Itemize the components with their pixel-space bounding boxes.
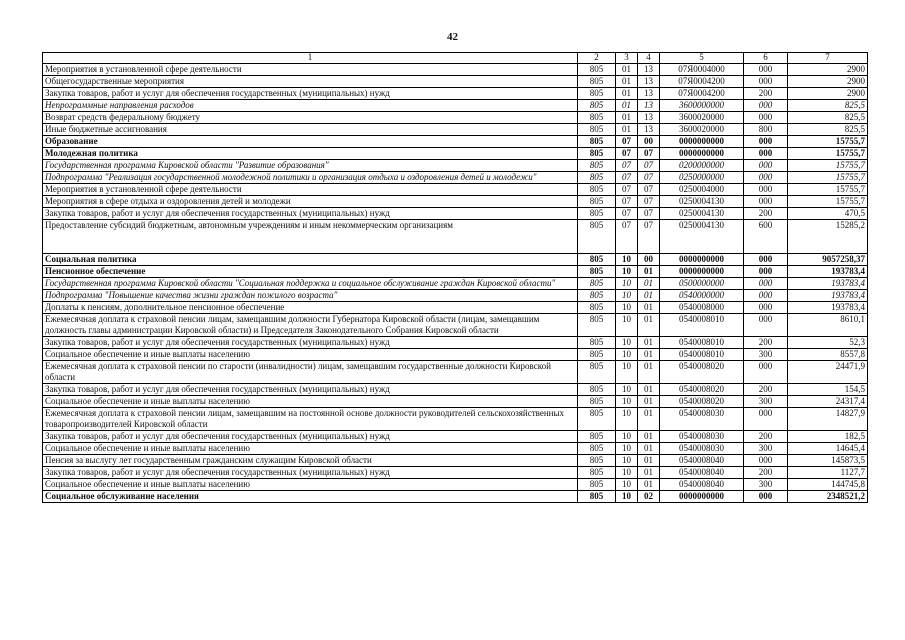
table-row <box>43 431 868 443</box>
row-target-cell: 0540008030 <box>660 408 744 431</box>
row-name-cell: Социальное обеспечение и иные выплаты населению <box>43 443 578 455</box>
row-amount-cell: 2900 <box>788 76 868 88</box>
row-type-cell: 000 <box>744 254 788 266</box>
table-row <box>43 208 868 220</box>
row-type-cell: 000 <box>744 491 788 503</box>
row-name-cell: Ежемесячная доплата к страховой пенсии лицам, замещавшим на постоянной основе должности руководителей сельскохозяйственных товаропроизводителей Кировской области <box>43 408 578 431</box>
row-code-cell: 805 <box>578 384 616 396</box>
row-name-cell: Государственная программа Кировской области "Развитие образования" <box>43 160 578 172</box>
row-target-cell: 0540008010 <box>660 337 744 349</box>
table-row <box>43 196 868 208</box>
row-target-cell: 0250004130 <box>660 208 744 220</box>
row-subsection-cell: 01 <box>638 408 660 431</box>
row-type-cell: 000 <box>744 302 788 314</box>
row-section-cell: 10 <box>616 491 638 503</box>
row-name-cell: Закупка товаров, работ и услуг для обеспечения государственных (муниципальных) нужд <box>43 337 578 349</box>
row-target-cell: 0540008020 <box>660 361 744 384</box>
row-subsection-cell: 07 <box>638 184 660 196</box>
row-code-cell: 805 <box>578 160 616 172</box>
row-type-cell: 200 <box>744 384 788 396</box>
row-name-cell: Подпрограмма "Повышение качества жизни граждан пожилого возраста" <box>43 290 578 302</box>
table-row <box>43 220 868 254</box>
row-name-cell: Мероприятия в сфере отдыха и оздоровления детей и молодежи <box>43 196 578 208</box>
table-row <box>43 408 868 431</box>
row-amount-cell: 15755,7 <box>788 172 868 184</box>
row-code-cell: 805 <box>578 479 616 491</box>
row-subsection-cell: 01 <box>638 443 660 455</box>
header-cell: 6 <box>744 53 788 64</box>
row-target-cell: 0540008020 <box>660 384 744 396</box>
row-code-cell: 805 <box>578 254 616 266</box>
row-amount-cell: 145873,5 <box>788 455 868 467</box>
row-type-cell: 000 <box>744 112 788 124</box>
table-row <box>43 184 868 196</box>
header-cell: 4 <box>638 53 660 64</box>
row-name-cell: Мероприятия в установленной сфере деятельности <box>43 64 578 76</box>
row-subsection-cell: 13 <box>638 100 660 112</box>
row-code-cell: 805 <box>578 337 616 349</box>
row-name-cell: Молодежная политика <box>43 148 578 160</box>
row-target-cell: 0250004130 <box>660 220 744 254</box>
row-code-cell: 805 <box>578 184 616 196</box>
row-subsection-cell: 01 <box>638 396 660 408</box>
row-name-cell: Мероприятия в установленной сфере деятельности <box>43 184 578 196</box>
row-target-cell: 0500000000 <box>660 278 744 290</box>
row-section-cell: 10 <box>616 467 638 479</box>
header-cell: 7 <box>788 53 868 64</box>
row-name-cell: Подпрограмма "Реализация государственной молодежной политики и организация отдыха и оздоровления детей и молодежи" <box>43 172 578 184</box>
row-target-cell: 0540008030 <box>660 443 744 455</box>
row-target-cell: 0540008020 <box>660 396 744 408</box>
row-name-cell: Пенсия за выслугу лет государственным гражданским служащим Кировской области <box>43 455 578 467</box>
row-code-cell: 805 <box>578 88 616 100</box>
table-row <box>43 124 868 136</box>
row-name-cell: Закупка товаров, работ и услуг для обеспечения государственных (муниципальных) нужд <box>43 431 578 443</box>
row-name-cell: Образование <box>43 136 578 148</box>
row-section-cell: 10 <box>616 314 638 337</box>
table-row <box>43 254 868 266</box>
row-code-cell: 805 <box>578 349 616 361</box>
row-amount-cell: 1127,7 <box>788 467 868 479</box>
row-amount-cell: 14827,9 <box>788 408 868 431</box>
row-subsection-cell: 01 <box>638 455 660 467</box>
row-code-cell: 805 <box>578 467 616 479</box>
table-row <box>43 467 868 479</box>
row-section-cell: 01 <box>616 88 638 100</box>
row-subsection-cell: 01 <box>638 479 660 491</box>
row-section-cell: 10 <box>616 361 638 384</box>
row-section-cell: 07 <box>616 160 638 172</box>
row-section-cell: 10 <box>616 254 638 266</box>
row-code-cell: 805 <box>578 278 616 290</box>
row-section-cell: 10 <box>616 302 638 314</box>
row-section-cell: 07 <box>616 184 638 196</box>
table-row <box>43 76 868 88</box>
page-number: 42 <box>447 31 458 43</box>
row-target-cell: 0540008040 <box>660 479 744 491</box>
row-target-cell: 0000000000 <box>660 266 744 278</box>
table-row <box>43 148 868 160</box>
row-target-cell: 0540008030 <box>660 431 744 443</box>
row-subsection-cell: 01 <box>638 302 660 314</box>
row-subsection-cell: 01 <box>638 314 660 337</box>
row-section-cell: 10 <box>616 384 638 396</box>
row-name-cell: Ежемесячная доплата к страховой пенсии лицам, замещавшим должности Губернатора Кировской области (лицам, замещавшим должность главы администрации Кировской области) и Председателя Законодательного Собрания Кировской области <box>43 314 578 337</box>
table-row <box>43 302 868 314</box>
row-target-cell: 0000000000 <box>660 148 744 160</box>
row-type-cell: 000 <box>744 148 788 160</box>
row-code-cell: 805 <box>578 443 616 455</box>
row-code-cell: 805 <box>578 361 616 384</box>
row-type-cell: 000 <box>744 64 788 76</box>
row-subsection-cell: 01 <box>638 266 660 278</box>
row-section-cell: 10 <box>616 479 638 491</box>
table-row <box>43 491 868 503</box>
row-target-cell: 0540008010 <box>660 349 744 361</box>
table-row <box>43 160 868 172</box>
row-section-cell: 10 <box>616 290 638 302</box>
row-type-cell: 000 <box>744 455 788 467</box>
row-section-cell: 01 <box>616 64 638 76</box>
row-type-cell: 000 <box>744 361 788 384</box>
row-name-cell: Предоставление субсидий бюджетным, автономным учреждениям и иным некоммерческим организациям <box>43 220 578 254</box>
row-name-cell: Пенсионное обеспечение <box>43 266 578 278</box>
row-name-cell: Социальное обслуживание населения <box>43 491 578 503</box>
row-section-cell: 07 <box>616 172 638 184</box>
row-amount-cell: 825,5 <box>788 112 868 124</box>
row-code-cell: 805 <box>578 302 616 314</box>
row-subsection-cell: 01 <box>638 431 660 443</box>
row-type-cell: 000 <box>744 160 788 172</box>
row-amount-cell: 15755,7 <box>788 148 868 160</box>
table-row <box>43 112 868 124</box>
row-type-cell: 000 <box>744 76 788 88</box>
table-row <box>43 361 868 384</box>
row-type-cell: 800 <box>744 124 788 136</box>
row-type-cell: 200 <box>744 88 788 100</box>
row-code-cell: 805 <box>578 148 616 160</box>
row-code-cell: 805 <box>578 196 616 208</box>
row-subsection-cell: 07 <box>638 160 660 172</box>
row-type-cell: 000 <box>744 100 788 112</box>
table-row <box>43 278 868 290</box>
row-name-cell: Социальное обеспечение и иные выплаты населению <box>43 396 578 408</box>
row-target-cell: 0000000000 <box>660 136 744 148</box>
table-row <box>43 455 868 467</box>
row-target-cell: 07Я0004200 <box>660 88 744 100</box>
row-type-cell: 000 <box>744 136 788 148</box>
row-subsection-cell: 01 <box>638 349 660 361</box>
row-amount-cell: 2348521,2 <box>788 491 868 503</box>
row-target-cell: 0000000000 <box>660 254 744 266</box>
row-subsection-cell: 07 <box>638 148 660 160</box>
row-code-cell: 805 <box>578 431 616 443</box>
table-row <box>43 172 868 184</box>
row-target-cell: 3600020000 <box>660 124 744 136</box>
row-name-cell: Доплаты к пенсиям, дополнительное пенсионное обеспечение <box>43 302 578 314</box>
table-body <box>43 64 868 503</box>
row-amount-cell: 8557,8 <box>788 349 868 361</box>
row-section-cell: 10 <box>616 266 638 278</box>
table-row <box>43 266 868 278</box>
row-section-cell: 10 <box>616 278 638 290</box>
row-type-cell: 000 <box>744 314 788 337</box>
row-name-cell: Социальное обеспечение и иные выплаты населению <box>43 349 578 361</box>
row-code-cell: 805 <box>578 396 616 408</box>
row-amount-cell: 9057258,37 <box>788 254 868 266</box>
row-type-cell: 300 <box>744 396 788 408</box>
budget-table <box>42 52 868 503</box>
table-row <box>43 396 868 408</box>
row-amount-cell: 825,5 <box>788 100 868 112</box>
row-type-cell: 000 <box>744 184 788 196</box>
table-row <box>43 337 868 349</box>
header-row <box>43 53 868 64</box>
row-amount-cell: 8610,1 <box>788 314 868 337</box>
row-section-cell: 10 <box>616 337 638 349</box>
row-amount-cell: 2900 <box>788 88 868 100</box>
row-amount-cell: 15755,7 <box>788 136 868 148</box>
row-type-cell: 000 <box>744 290 788 302</box>
row-subsection-cell: 07 <box>638 220 660 254</box>
row-subsection-cell: 13 <box>638 76 660 88</box>
row-target-cell: 0250000000 <box>660 172 744 184</box>
row-section-cell: 10 <box>616 408 638 431</box>
row-code-cell: 805 <box>578 76 616 88</box>
row-name-cell: Закупка товаров, работ и услуг для обеспечения государственных (муниципальных) нужд <box>43 208 578 220</box>
table-row <box>43 384 868 396</box>
row-code-cell: 805 <box>578 100 616 112</box>
row-type-cell: 600 <box>744 220 788 254</box>
header-cell: 1 <box>43 53 578 64</box>
row-subsection-cell: 02 <box>638 491 660 503</box>
row-code-cell: 805 <box>578 491 616 503</box>
header-cell: 2 <box>578 53 616 64</box>
row-section-cell: 07 <box>616 136 638 148</box>
row-target-cell: 0250004130 <box>660 196 744 208</box>
row-subsection-cell: 01 <box>638 337 660 349</box>
table-row <box>43 88 868 100</box>
row-type-cell: 300 <box>744 443 788 455</box>
row-type-cell: 300 <box>744 479 788 491</box>
row-subsection-cell: 01 <box>638 384 660 396</box>
row-subsection-cell: 13 <box>638 112 660 124</box>
table-row <box>43 443 868 455</box>
row-amount-cell: 15755,7 <box>788 184 868 196</box>
row-type-cell: 000 <box>744 408 788 431</box>
row-section-cell: 10 <box>616 349 638 361</box>
row-amount-cell: 144745,8 <box>788 479 868 491</box>
row-name-cell: Непрограммные направления расходов <box>43 100 578 112</box>
row-amount-cell: 470,5 <box>788 208 868 220</box>
row-section-cell: 10 <box>616 431 638 443</box>
row-section-cell: 01 <box>616 100 638 112</box>
row-section-cell: 01 <box>616 124 638 136</box>
row-section-cell: 01 <box>616 112 638 124</box>
row-amount-cell: 15755,7 <box>788 196 868 208</box>
row-target-cell: 0000000000 <box>660 491 744 503</box>
row-subsection-cell: 00 <box>638 136 660 148</box>
row-section-cell: 07 <box>616 148 638 160</box>
row-target-cell: 0540008040 <box>660 455 744 467</box>
header-cell: 3 <box>616 53 638 64</box>
row-subsection-cell: 13 <box>638 64 660 76</box>
row-code-cell: 805 <box>578 455 616 467</box>
row-code-cell: 805 <box>578 124 616 136</box>
table-row <box>43 479 868 491</box>
row-section-cell: 07 <box>616 220 638 254</box>
row-target-cell: 0540008010 <box>660 314 744 337</box>
row-section-cell: 01 <box>616 76 638 88</box>
row-code-cell: 805 <box>578 314 616 337</box>
row-amount-cell: 193783,4 <box>788 302 868 314</box>
header-cell: 5 <box>660 53 744 64</box>
row-type-cell: 000 <box>744 172 788 184</box>
table-row <box>43 314 868 337</box>
row-subsection-cell: 01 <box>638 290 660 302</box>
row-amount-cell: 193783,4 <box>788 290 868 302</box>
row-name-cell: Возврат средств федеральному бюджету <box>43 112 578 124</box>
row-name-cell: Социальная политика <box>43 254 578 266</box>
row-code-cell: 805 <box>578 266 616 278</box>
row-amount-cell: 825,5 <box>788 124 868 136</box>
row-code-cell: 805 <box>578 220 616 254</box>
row-amount-cell: 2900 <box>788 64 868 76</box>
row-name-cell: Закупка товаров, работ и услуг для обеспечения государственных (муниципальных) нужд <box>43 467 578 479</box>
row-target-cell: 07Я0004200 <box>660 76 744 88</box>
row-name-cell: Закупка товаров, работ и услуг для обеспечения государственных (муниципальных) нужд <box>43 384 578 396</box>
table-row <box>43 349 868 361</box>
row-type-cell: 200 <box>744 208 788 220</box>
row-section-cell: 07 <box>616 196 638 208</box>
row-amount-cell: 24471,9 <box>788 361 868 384</box>
row-type-cell: 200 <box>744 467 788 479</box>
row-target-cell: 0250004000 <box>660 184 744 196</box>
row-type-cell: 000 <box>744 266 788 278</box>
row-subsection-cell: 01 <box>638 278 660 290</box>
row-amount-cell: 52,3 <box>788 337 868 349</box>
row-amount-cell: 15755,7 <box>788 160 868 172</box>
table-row <box>43 100 868 112</box>
row-target-cell: 0540000000 <box>660 290 744 302</box>
row-amount-cell: 24317,4 <box>788 396 868 408</box>
row-amount-cell: 154,5 <box>788 384 868 396</box>
row-section-cell: 10 <box>616 455 638 467</box>
row-type-cell: 200 <box>744 431 788 443</box>
row-subsection-cell: 13 <box>638 124 660 136</box>
table-row <box>43 290 868 302</box>
row-target-cell: 0200000000 <box>660 160 744 172</box>
row-name-cell: Ежемесячная доплата к страховой пенсии по старости (инвалидности) лицам, замещавшим государственные должности Кировской области <box>43 361 578 384</box>
row-code-cell: 805 <box>578 208 616 220</box>
row-amount-cell: 14645,4 <box>788 443 868 455</box>
row-section-cell: 10 <box>616 396 638 408</box>
row-subsection-cell: 07 <box>638 208 660 220</box>
row-amount-cell: 15285,2 <box>788 220 868 254</box>
row-subsection-cell: 01 <box>638 361 660 384</box>
row-type-cell: 000 <box>744 196 788 208</box>
table-row <box>43 136 868 148</box>
row-target-cell: 3600020000 <box>660 112 744 124</box>
row-amount-cell: 193783,4 <box>788 278 868 290</box>
row-amount-cell: 193783,4 <box>788 266 868 278</box>
table-row <box>43 64 868 76</box>
row-subsection-cell: 01 <box>638 467 660 479</box>
row-section-cell: 10 <box>616 443 638 455</box>
row-name-cell: Социальное обеспечение и иные выплаты населению <box>43 479 578 491</box>
row-target-cell: 0540008040 <box>660 467 744 479</box>
row-subsection-cell: 13 <box>638 88 660 100</box>
row-type-cell: 200 <box>744 337 788 349</box>
row-code-cell: 805 <box>578 136 616 148</box>
row-code-cell: 805 <box>578 64 616 76</box>
row-name-cell: Общегосударственные мероприятия <box>43 76 578 88</box>
row-name-cell: Закупка товаров, работ и услуг для обеспечения государственных (муниципальных) нужд <box>43 88 578 100</box>
row-name-cell: Иные бюджетные ассигнования <box>43 124 578 136</box>
row-target-cell: 3600000000 <box>660 100 744 112</box>
row-type-cell: 300 <box>744 349 788 361</box>
row-amount-cell: 182,5 <box>788 431 868 443</box>
row-subsection-cell: 07 <box>638 196 660 208</box>
row-target-cell: 0540008000 <box>660 302 744 314</box>
row-code-cell: 805 <box>578 112 616 124</box>
row-code-cell: 805 <box>578 408 616 431</box>
row-section-cell: 07 <box>616 208 638 220</box>
row-subsection-cell: 07 <box>638 172 660 184</box>
row-type-cell: 000 <box>744 278 788 290</box>
row-subsection-cell: 00 <box>638 254 660 266</box>
row-code-cell: 805 <box>578 172 616 184</box>
row-target-cell: 07Я0004000 <box>660 64 744 76</box>
row-code-cell: 805 <box>578 290 616 302</box>
row-name-cell: Государственная программа Кировской области "Социальная поддержка и социальное обслуживание граждан Кировской области" <box>43 278 578 290</box>
